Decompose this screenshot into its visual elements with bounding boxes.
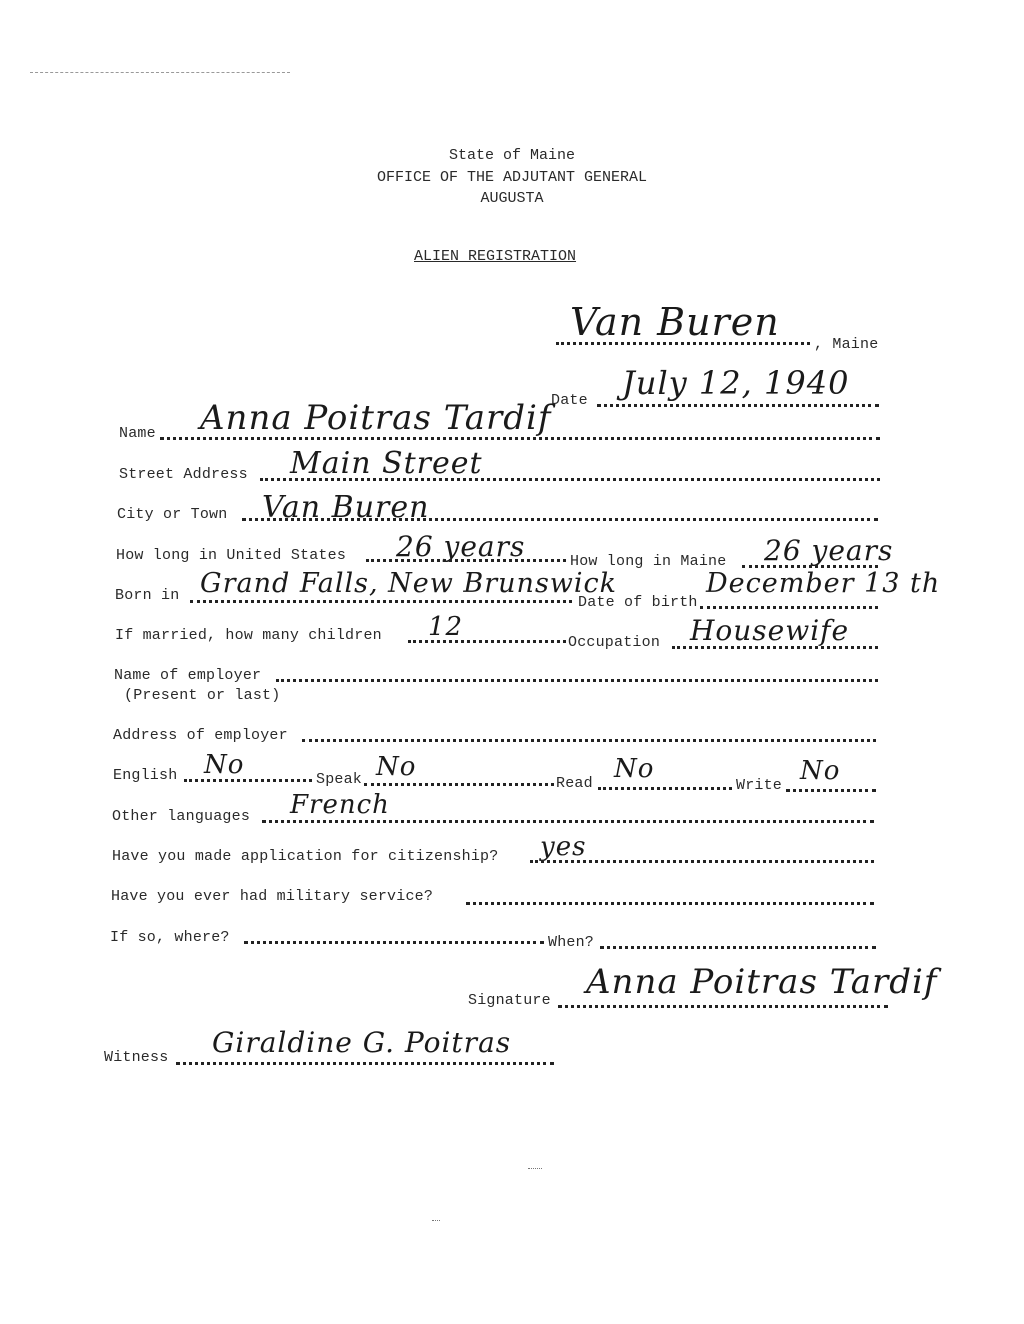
date-of-birth-dots <box>700 606 878 609</box>
write-dots <box>786 789 876 792</box>
header-state: State of Maine <box>448 147 576 164</box>
if-so-where-dots <box>244 941 544 944</box>
town-dots <box>556 342 810 345</box>
date-value: July 12, 1940 <box>622 364 850 402</box>
speak-label: Speak <box>316 771 363 788</box>
city-town-label: City or Town <box>117 506 228 523</box>
military-dots <box>466 902 874 905</box>
other-languages-dots <box>262 820 874 823</box>
other-languages-value: French <box>290 790 390 820</box>
employer-name-sublabel: (Present or last) <box>124 687 281 704</box>
other-languages-label: Other languages <box>112 808 251 825</box>
town-value: Van Buren <box>570 300 780 344</box>
employer-name-dots <box>276 679 878 682</box>
how-long-maine-value: 26 years <box>764 534 894 567</box>
date-of-birth-value: December 13 th <box>706 568 941 599</box>
street-address-value: Main Street <box>290 446 483 481</box>
date-label: Date <box>551 392 588 409</box>
how-long-maine-label: How long in Maine <box>570 553 727 570</box>
children-label: If married, how many children <box>115 627 382 644</box>
military-label: Have you ever had military service? <box>111 888 434 905</box>
write-label: Write <box>736 777 783 794</box>
name-value: Anna Poitras Tardif <box>200 398 552 438</box>
citizenship-label: Have you made application for citizenship? <box>112 848 499 865</box>
witness-label: Witness <box>104 1049 169 1066</box>
children-value: 12 <box>428 612 464 642</box>
read-value: No <box>614 754 655 784</box>
scan-mark <box>30 72 290 73</box>
employer-address-label: Address of employer <box>113 727 288 744</box>
if-so-where-label: If so, where? <box>110 929 230 946</box>
how-long-us-label: How long in United States <box>116 547 347 564</box>
speak-dots <box>364 783 554 786</box>
town-suffix: , Maine <box>814 336 879 353</box>
children-dots <box>408 640 566 643</box>
header-office: OFFICE OF THE ADJUTANT GENERAL <box>376 169 648 186</box>
read-dots <box>598 787 732 790</box>
signature-value: Anna Poitras Tardif <box>586 962 938 1002</box>
employer-name-label: Name of employer <box>114 667 262 684</box>
witness-value: Giraldine G. Poitras <box>212 1026 512 1059</box>
occupation-label: Occupation <box>568 634 661 651</box>
name-dots <box>160 437 880 440</box>
born-in-label: Born in <box>115 587 180 604</box>
signature-label: Signature <box>468 992 551 1009</box>
when-dots <box>600 946 876 949</box>
employer-address-dots <box>302 739 876 742</box>
write-value: No <box>800 756 841 786</box>
read-label: Read <box>556 775 593 792</box>
name-label: Name <box>119 425 156 442</box>
city-town-dots <box>242 518 878 521</box>
born-in-dots <box>190 600 572 603</box>
witness-dots <box>176 1062 554 1065</box>
scan-speck-2 <box>432 1220 440 1221</box>
how-long-us-value: 26 years <box>396 530 526 563</box>
occupation-value: Housewife <box>690 614 850 647</box>
date-dots <box>597 404 879 407</box>
english-value: No <box>204 750 245 780</box>
citizenship-value: yes <box>540 832 587 862</box>
when-label: When? <box>548 934 595 951</box>
english-label: English <box>113 767 178 784</box>
speak-value: No <box>376 752 417 782</box>
date-of-birth-label: Date of birth <box>578 594 698 611</box>
how-long-us-dots <box>366 559 566 562</box>
english-dots <box>184 779 312 782</box>
born-in-value: Grand Falls, New Brunswick <box>200 568 618 599</box>
form-title: ALIEN REGISTRATION <box>414 248 577 265</box>
occupation-dots <box>672 646 878 649</box>
header-city: AUGUSTA <box>480 190 544 207</box>
city-town-value: Van Buren <box>262 490 430 525</box>
signature-dots <box>558 1005 888 1008</box>
citizenship-dots <box>530 860 874 863</box>
street-address-dots <box>260 478 880 481</box>
street-address-label: Street Address <box>119 466 248 483</box>
scan-speck <box>528 1168 542 1169</box>
